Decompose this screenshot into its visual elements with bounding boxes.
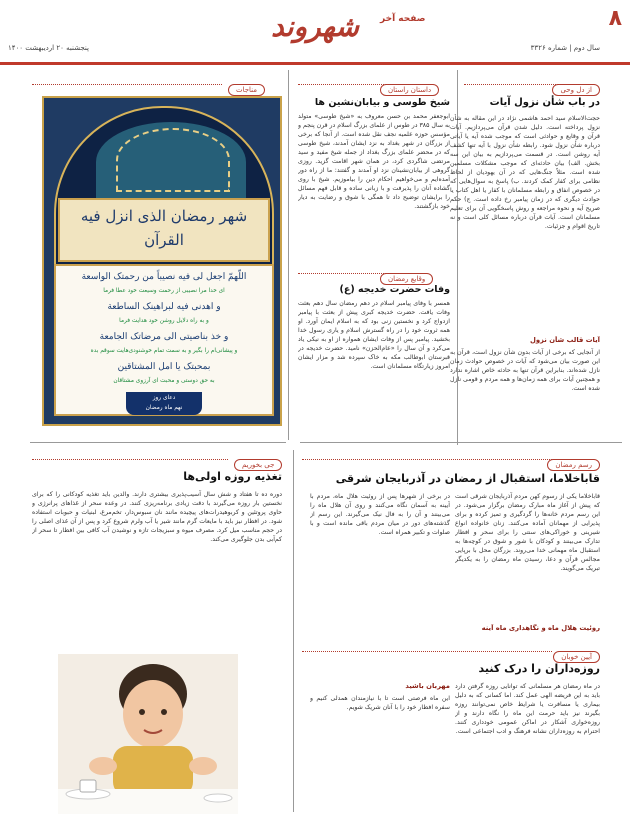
article-title-event: وفات حضرت خدیجه (ع) (339, 284, 450, 295)
article-body-story: ابوجعفر محمد بن حسن معروف به «شیخ طوسی» متولد به سال ۳۸۵ در طوس از علمای بزرگ اسلام در قرن پنجم و مؤسس حوزه علمیه نجف نقل شده است. از آنجا که برخی از بزرگان در شهر بغداد به نزد ایشان آمدند، شیخ طوسی که در محضر علمای بزرگ بغداد از جمله شیخ مفید و سید مرتضی شاگردی کرد، در همان شهر اقامت گزید. روزی گروهی از بیابان‌نشینان نزد او آمدند و گفتند: ما از راه دور آمده‌ایم و می‌خواهیم احکام دین را بیاموزیم. شیخ با روی گشاده آنان را پذیرفت و با زبانی ساده و قابل فهم مسائل را برایشان توضیح داد تا همگی با شوق و رضایت به دیار خود بازگشتند. (298, 113, 450, 210)
row-divider (300, 442, 622, 443)
article-title-story: شیخ طوسی و بیابان‌نشین ها (314, 97, 450, 108)
tag-line (32, 84, 222, 85)
calligraphy-text: شهر رمضان الذی انزل فیه القرآن (80, 207, 248, 249)
ornament-pattern (116, 128, 230, 192)
prayer-line-2: و اهدنی فیه لبراهینک الساطعة (107, 302, 221, 312)
logo-text: شهروند (271, 10, 359, 43)
child-illustration (58, 654, 238, 814)
newspaper-logo (250, 6, 380, 44)
article-title-children: تغذیه روزه اولی‌ها (183, 470, 282, 483)
section-title: صفحه آخر (380, 14, 426, 24)
tag-line (302, 651, 552, 652)
section-tag-azerbaijan: رسم رمضان (547, 452, 600, 471)
page-header (0, 0, 630, 65)
section-tag-fasting: آیین خوبان (553, 644, 600, 663)
prayer-day-badge (126, 392, 202, 415)
date-line: پنجشنبه ۲۰ اردیبهشت ۱۴۰۰ (8, 44, 89, 52)
tag-line (302, 459, 552, 460)
article-body-azerbaijan: قاباخلاما یکی از رسوم کهن مردم آذربایجان شرقی است که پیش از آغاز ماه مبارک رمضان برگزار می‌شود. در این رسم مردم خانه‌ها را گردگیری و تمیز کرده و برای پذیرایی از مهمانان آماده می‌کنند. زنان خانواده انواع شیرینی و خوراکی‌های سنتی را برای سحر و افطار تدارک می‌بینند و کودکان با شور و شوق در کوچه‌ها به استقبال ماه مهمانی خدا می‌روند. بزرگان محل با برپایی مجالس قرآن و دعا، رسیدن ماه رمضان را به یکدیگر تبریک می‌گویند. (455, 493, 600, 572)
article-body-vahy: حجت‌الاسلام سید احمد هاشمی نژاد در این مقاله به شأن نزول پرداخته است. دلیل شدن قرآن می‌پردازیم. آیات قرآن و وقایع و حوادثی است که موجب شده آیه یا آیاتی درباره شأن نزول شود. رابطه شأن نزول با آیه تنها کشف آیه روشن است. در قسمت می‌پردازیم به بیان این سه بخش. الف) بیان حادثه‌ای که موجب مشکلات مسلمین شده است. مثلاً جنگ‌هایی که در آن یهودیان از لحاظ نظامی برای کفار کمک کردند. ب) پاسخ به سوال‌هایی که در خصوص انفاق و رابطه مسلمانان با کفار یا اهل کتاب یا حوادث دیگری که در زمان پیامبر رخ داده است. ج) حکم صریح آیه و نحوه مراجعه و روش پاسخگویی آن برای تعلیم مسلمانان است. آیات قرآن درباره مسائل کلی است و نه تاریخ اقوام و جزئیات. (450, 115, 600, 230)
article-subhead-fasting: مهربان باشید (405, 682, 450, 690)
prayer-translation-1: ای خدا مرا نصیبی از رحمت وسیعت خود عطا فرما (103, 288, 225, 294)
prayer-line-1: اللّهمّ اجعل لی فیه نصیباً من رحمتک الواسعة (81, 272, 247, 282)
section-tag-children: جی بخوریم (234, 452, 282, 471)
ramadan-prayer-poster (42, 96, 282, 426)
badge-top: دعای روز (152, 395, 176, 401)
calligraphy-banner (58, 198, 270, 262)
article-body-azerbaijan-2: در برخی از شهرها پس از روئیت هلال ماه، مردم با آیینه به آسمان نگاه می‌کنند و روی آن هلال ماه را می‌بینند و آن را به فال نیک می‌گیرند. این رسم از گذشته‌های دور در میان مردم باقی مانده است و با صلوات و تکبیر همراه است. (310, 493, 450, 536)
page-number: ۸ (608, 6, 622, 31)
article-body-vahy-2: از آنجایی که برخی از آیات بدون شأن نزول است، قرآن به این صورت بیان می‌شود که آیات در خصوص حوادث زمان نازل شده‌اند. بنابراین قرآن تنها به حادثه خاص اشاره ندارد و همچنین آیات برای همه زمان‌ها و همه مردم و قومی نازل شده است. (450, 349, 600, 392)
section-tag-event: وقایع رمضان (380, 266, 433, 285)
article-title-azerbaijan: قاباخلاما، استقبال از رمضان در آذربایجان شرقی (335, 472, 600, 485)
row-divider (30, 442, 286, 443)
prayer-translation-4: به حق دوستی و محبت ای آرزوی مشتاقان (113, 378, 215, 384)
section-tag-vahy: از دل وحی (552, 77, 600, 96)
prayer-translation-2: و به راه دلایل روشن خود هدایت فرما (119, 318, 209, 324)
prayer-translation-3: و پیشانی‌ام را بگیر و به سمت تمام خوشنودی‌هایت سوقم بده (90, 348, 238, 354)
article-title-vahy: در باب شأن نزول آیات (489, 97, 600, 108)
article-subhead-azerbaijan: روئیت هلال ماه و نگاهداری ماه آینه (481, 624, 600, 632)
article-body-children: دوره ده تا هفتاد و شش سال آسیب‌پذیری بیشتری دارند. والدین باید تغذیه کودکانی را که برای نخستین بار روزه می‌گیرند با دقت زیادی برنامه‌ریزی کنند. در وعده سحر از غذاهای پرانرژی و حاوی پروتئین و کربوهیدرات‌های پیچیده مانند نان سبوس‌دار، تخم‌مرغ، لبنیات و حبوبات استفاده شود. در افطار نیز باید با مایعات گرم مانند شیر یا آب ولرم شروع کرد و پس از آن غذای اصلی را در حجم مناسب میل کرد. مصرف میوه و سبزیجات تازه و نوشیدن آب کافی بین افطار تا سحر از کم‌آبی بدن جلوگیری می‌کند. (32, 491, 282, 543)
article-body-fasting: در ماه رمضان هر مسلمانی که توانایی روزه گرفتن دارد باید به این فریضه الهی عمل کند. اما کسانی که به دلیل بیماری یا مسافرت یا شرایط خاص نمی‌توانند روزه بگیرند نیز باید حرمت این ماه را نگاه دارند و از روزه‌خواری آشکار در اماکن عمومی خودداری کنند. احترام به روزه‌داران نشانه فرهنگ و ادب اجتماعی است. (455, 683, 600, 735)
prayer-line-3: و خذ بناصیتی الی مرضاتک الجامعة (99, 332, 229, 342)
article-body-fasting-2: این ماه فرصتی است تا با نیازمندان همدلی کنیم و سفره افطار خود را با آنان شریک شویم. (310, 695, 450, 711)
column-divider (293, 450, 294, 812)
section-tag-munajat: مناجات (228, 77, 265, 96)
column-divider (288, 70, 289, 440)
prayer-card (54, 264, 274, 416)
tag-line (32, 459, 228, 460)
article-subhead-vahy: آیات قالب شأن نزول (529, 336, 600, 344)
section-tag-story: داستان راستان (380, 77, 439, 96)
badge-bottom: نهم ماه رمضان (145, 405, 183, 411)
prayer-line-4: بمحبتک یا امل المشتاقین (117, 362, 211, 372)
issue-line: سال دوم | شماره ۳۳۲۶ (530, 44, 600, 52)
article-title-fasting: روزه‌داران را درک کنید (478, 662, 600, 675)
article-body-event: همسر با وفای پیامبر اسلام در دهم رمضان سال دهم بعثت وفات یافت. حضرت خدیجه کبری پیش از بعثت با پیامبر ازدواج کرد و نخستین زنی بود که به اسلام ایمان آورد. او همه ثروت خود را در راه گسترش اسلام و یاری رسول خدا بخشید. پیامبر پس از وفات ایشان همواره از او به نیکی یاد می‌کرد و آن سال را «عام‌الحزن» نامید. حضرت خدیجه در قبرستان ابوطالب مکه به خاک سپرده شد و مزار ایشان امروز زیارتگاه مسلمانان است. (298, 300, 450, 370)
